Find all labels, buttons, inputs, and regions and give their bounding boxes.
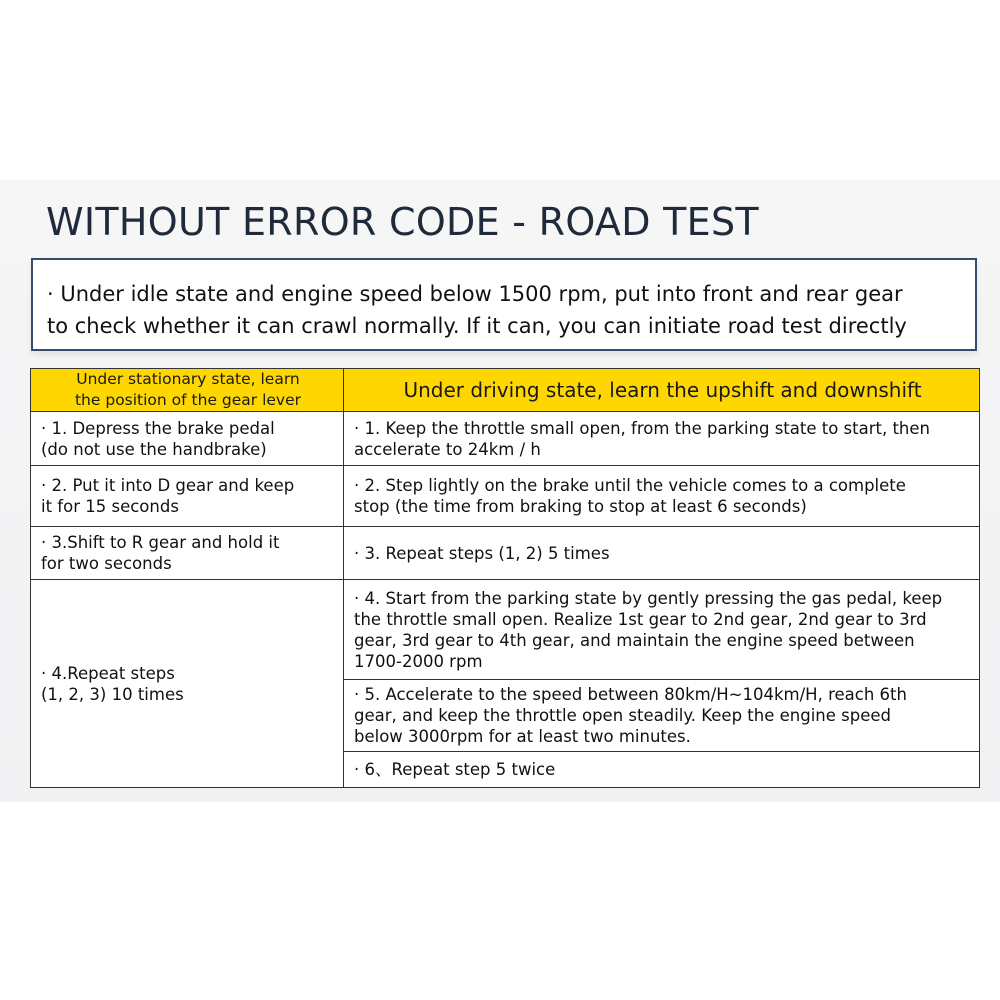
driving-step-5 [344, 680, 980, 752]
driving-step-4 [344, 580, 980, 680]
stationary-step-2-line-1: · 2. Put it into D gear and keep [41, 476, 295, 495]
driving-step-5-line-2: gear, and keep the throttle open steadily. Keep the engine speed [354, 706, 891, 725]
stationary-step-4-line-1: · 4.Repeat steps [41, 663, 175, 683]
stationary-step-3-line-1: · 3.Shift to R gear and hold it [41, 533, 280, 552]
header-stationary [31, 369, 344, 412]
steps-table [30, 368, 980, 788]
driving-step-2-line-2: stop (the time from braking to stop at least 6 seconds) [354, 497, 807, 516]
table-row [31, 527, 980, 580]
table-row [31, 466, 980, 527]
intro-line-1: · Under idle state and engine speed below 1500 rpm, put into front and rear gear [47, 282, 903, 306]
driving-step-4-line-1: · 4. Start from the parking state by gently pressing the gas pedal, keep [354, 588, 943, 608]
driving-step-1-line-2: accelerate to 24km / h [354, 439, 541, 459]
driving-step-2-line-1: · 2. Step lightly on the brake until the vehicle comes to a complete [354, 476, 906, 495]
header-stationary-line-1: Under stationary state, learn [76, 370, 300, 388]
stationary-step-1 [31, 412, 344, 466]
header-driving: Under driving state, learn the upshift and downshift [344, 369, 980, 412]
driving-step-5-line-3: below 3000rpm for at least two minutes. [354, 727, 691, 746]
driving-step-6 [344, 752, 980, 788]
page-title: WITHOUT ERROR CODE - ROAD TEST [46, 200, 759, 244]
table-row [31, 412, 980, 466]
driving-step-6-line-1: · 6、Repeat step 5 twice [354, 760, 556, 779]
driving-step-3 [344, 527, 980, 580]
driving-step-1 [344, 412, 980, 466]
intro-box [31, 258, 977, 351]
table-row [31, 580, 980, 680]
driving-step-1-line-1: · 1. Keep the throttle small open, from the parking state to start, then [354, 418, 931, 438]
driving-step-3-line-1: · 3. Repeat steps (1, 2) 5 times [354, 543, 610, 563]
stationary-step-4 [31, 580, 344, 788]
stationary-step-2 [31, 466, 344, 527]
stationary-step-4-line-2: (1, 2, 3) 10 times [41, 684, 184, 704]
stationary-step-3 [31, 527, 344, 580]
driving-step-2 [344, 466, 980, 527]
driving-step-4-line-2: the throttle small open. Realize 1st gear to 2nd gear, 2nd gear to 3rd [354, 609, 927, 629]
stationary-step-1-line-1: · 1. Depress the brake pedal [41, 418, 275, 438]
stationary-step-1-line-2: (do not use the handbrake) [41, 439, 267, 459]
driving-step-4-line-3: gear, 3rd gear to 4th gear, and maintain the engine speed between [354, 630, 915, 650]
driving-step-4-line-4: 1700-2000 rpm [354, 651, 483, 671]
intro-line-2: to check whether it can crawl normally. If it can, you can initiate road test directly [47, 314, 907, 338]
stationary-step-3-line-2: for two seconds [41, 554, 172, 573]
table-header-row [31, 369, 980, 412]
driving-step-5-line-1: · 5. Accelerate to the speed between 80km/H~104km/H, reach 6th [354, 685, 907, 704]
stationary-step-2-line-2: it for 15 seconds [41, 497, 179, 516]
header-stationary-line-2: the position of the gear lever [74, 391, 301, 409]
